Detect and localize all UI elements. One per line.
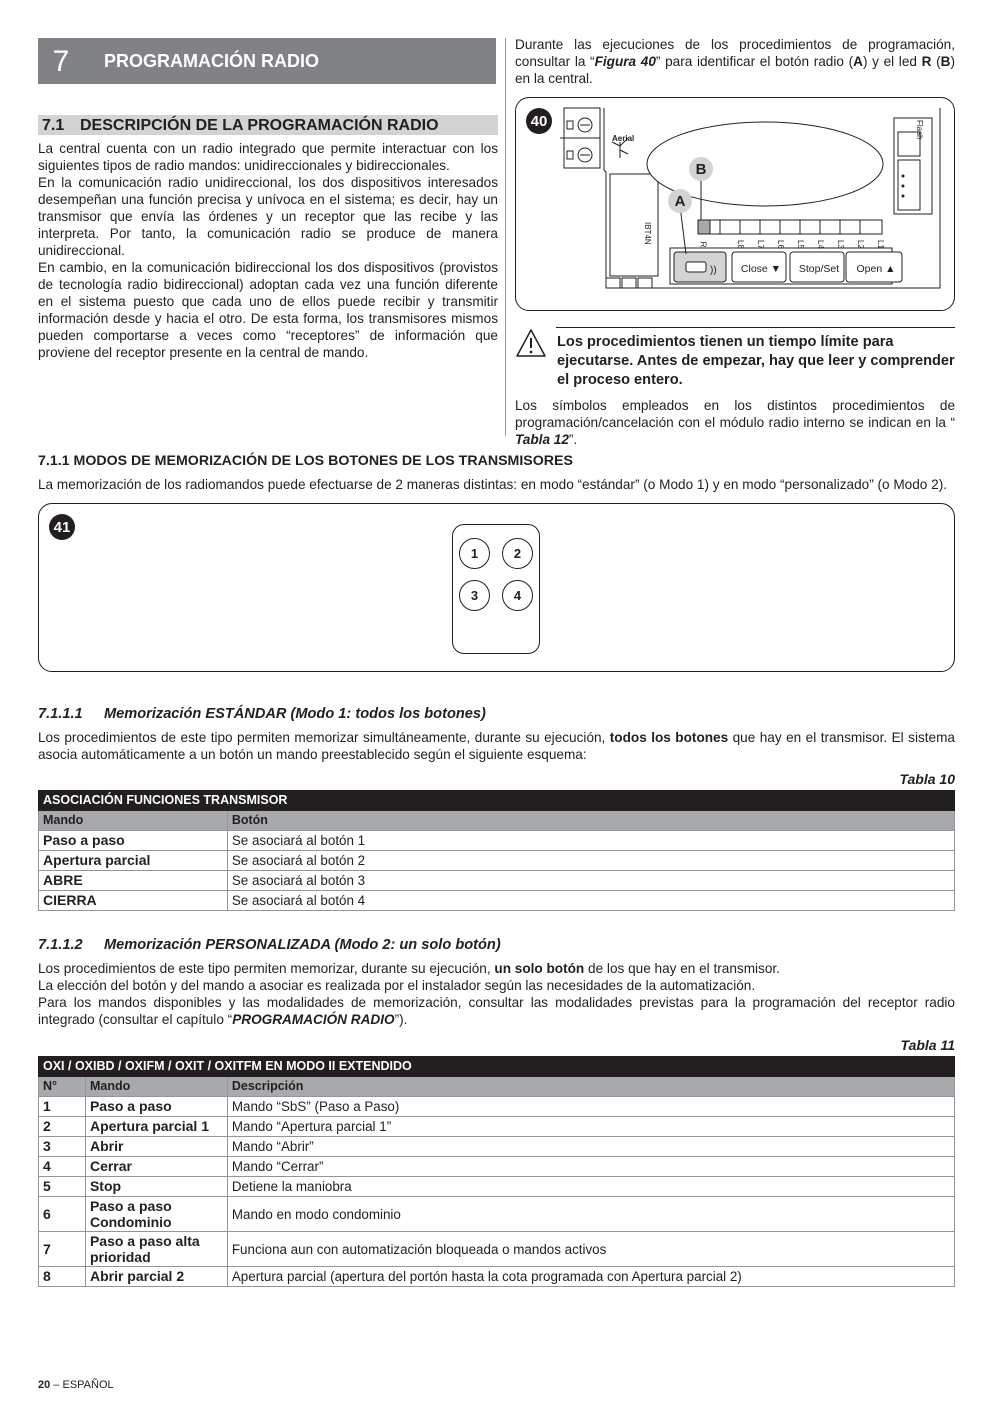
table-cell: Se asociará al botón 4 (227, 891, 954, 911)
table-cell: 1 (39, 1097, 86, 1117)
table-cell: Apertura parcial 1 (85, 1117, 227, 1137)
table-row (39, 1117, 955, 1137)
table-cell: Paso a paso (39, 831, 228, 851)
table-cell: Paso a paso Condominio (85, 1197, 227, 1232)
text-run: ” para identificar el botón radio ( (655, 54, 854, 69)
subsection-header (38, 115, 498, 135)
remote-button-4: 4 (502, 580, 533, 611)
text-run: todos los botones (609, 730, 729, 745)
text-run: Los procedimientos de este tipo permiten memorizar, durante su ejecución, (38, 961, 495, 976)
open-button: Open ▲ (856, 263, 896, 275)
table-cell: Se asociará al botón 2 (227, 851, 954, 871)
text-run: ) en la central. (515, 54, 955, 86)
table-cell: Apertura parcial (39, 851, 228, 871)
text-run: un solo botón (494, 961, 585, 976)
table-row (39, 851, 955, 871)
radio-waves-icon: )) (710, 265, 717, 276)
heading-number: 7.1.1.2 (38, 937, 83, 953)
page-number: 20 (38, 1379, 51, 1391)
led-label: L3 (835, 240, 845, 249)
page-footer (38, 1377, 114, 1394)
table-cell: Detiene la maniobra (227, 1177, 954, 1197)
column-divider (505, 38, 506, 436)
section-title: PROGRAMACIÓN RADIO (104, 50, 319, 71)
table-10-header: ASOCIACIÓN FUNCIONES TRANSMISOR (39, 791, 955, 811)
led-label: L1 (875, 240, 885, 249)
table-cell: 8 (39, 1267, 86, 1287)
footer-language: – ESPAÑOL (50, 1379, 114, 1391)
remote-button-2: 2 (502, 538, 533, 569)
text-line (38, 994, 955, 1028)
warning-icon (515, 328, 547, 358)
table-cell: 3 (39, 1137, 86, 1157)
table-cell: Abrir (85, 1137, 227, 1157)
section-header (38, 38, 496, 84)
table-cell: Se asociará al botón 1 (227, 831, 954, 851)
marker-a: A (668, 189, 692, 213)
table-cell: 6 (39, 1197, 86, 1232)
table-cell: 7 (39, 1232, 86, 1267)
text-run: de los que hay en el transmisor. (584, 961, 780, 976)
section-number: 7 (52, 44, 70, 78)
right-intro-text (515, 36, 955, 87)
table-cell: Mando en modo condominio (227, 1197, 954, 1232)
paragraph-7-1-1-1 (38, 729, 955, 763)
table-cell: Se asociará al botón 3 (227, 871, 954, 891)
table-cell: Cerrar (85, 1157, 227, 1177)
text-run: R (921, 54, 932, 69)
table-10 (38, 790, 955, 911)
warning-text: Los procedimientos tienen un tiempo límite para ejecutarse. Antes de empezar, hay que leer y comprender el proceso entero. (557, 334, 955, 388)
text-run: ”). (394, 1012, 408, 1027)
table-cell: Paso a paso alta prioridad (85, 1232, 227, 1267)
led-labels (700, 236, 890, 250)
column-header: Mando (39, 811, 228, 831)
heading-title: Memorización ESTÁNDAR (Modo 1: todos los botones) (104, 706, 486, 722)
table-row (39, 1177, 955, 1197)
column-header: Descripción (227, 1077, 954, 1097)
text-run: Los procedimientos de este tipo permiten memorizar simultáneamente, durante su ejecución, (38, 730, 610, 745)
led-label: L2 (855, 240, 865, 249)
aerial-label: Aerial (612, 134, 635, 143)
heading-number: 7.1.1.1 (38, 706, 83, 722)
table-row (39, 831, 955, 851)
table-row (39, 1157, 955, 1177)
led-label: L8 (735, 240, 745, 249)
remote-button-3: 3 (459, 580, 490, 611)
column-header: N° (39, 1077, 86, 1097)
heading-7-1-1-2 (38, 937, 501, 954)
table-cell: Stop (85, 1177, 227, 1197)
table-row (39, 871, 955, 891)
table-11 (38, 1056, 955, 1287)
text-run: Para los mandos disponibles y las modalidades de memorización, consultar las modalidades previstas para la programación del receptor radio integrado (consultar el capítulo “ (38, 995, 955, 1027)
column-header: Mando (85, 1077, 227, 1097)
text-run: A (853, 54, 863, 69)
led-label-r: R (698, 241, 708, 248)
led-label: L7 (755, 240, 765, 249)
flash-label: Flash (915, 120, 924, 140)
heading-7-1-1: 7.1.1 MODOS DE MEMORIZACIÓN DE LOS BOTONES DE LOS TRANSMISORES (38, 453, 573, 469)
close-button: Close ▼ (740, 263, 782, 275)
table-cell: Funciona aun con automatización bloqueada o mandos activos (227, 1232, 954, 1267)
paragraph: La central cuenta con un radio integrado que permite interactuar con los siguientes tipos de radio mandos: unidireccionales y bidireccionales. (38, 141, 498, 173)
table-11-header: OXI / OXIBD / OXIFM / OXIT / OXITFM EN MODO II EXTENDIDO (39, 1057, 955, 1077)
table-row (39, 1097, 955, 1117)
table-reference: Tabla 12 (515, 432, 569, 447)
figure-40-badge: 40 (526, 108, 552, 134)
chapter-reference: PROGRAMACIÓN RADIO (232, 1012, 395, 1027)
table-cell: 5 (39, 1177, 86, 1197)
figure-reference: Figura 40 (594, 54, 656, 69)
text-run: ”. (568, 432, 578, 447)
paragraph-7-1-1-2 (38, 960, 955, 1028)
ibt4n-label: IBT4N (643, 222, 652, 245)
table-row (39, 1197, 955, 1232)
table-cell: Mando “Cerrar” (227, 1157, 954, 1177)
column-header: Botón (227, 811, 954, 831)
text-run: ( (931, 54, 941, 69)
table-cell: Mando “Apertura parcial 1” (227, 1117, 954, 1137)
led-label: L4 (815, 240, 825, 249)
led-label: L6 (775, 240, 785, 249)
remote-button-1: 1 (459, 538, 490, 569)
text-run: ) y el led (862, 54, 922, 69)
paragraph: En la comunicación radio unidireccional, los dos dispositivos interesados desempeñan una función precisa y unívoca en el sistema; es decir, hay un transmisor que envía las órdenes y un receptor que las recibe y las interpreta. Por tanto, la comunicación radio se produce de manera unidireccional. (38, 175, 498, 258)
heading-title: Memorización PERSONALIZADA (Modo 2: un solo botón) (104, 937, 501, 953)
warning-rule (556, 327, 955, 328)
text-run: que hay en el transmisor. El sistema asocia automáticamente a un botón un mando preestablecido según el siguiente esquema: (38, 730, 955, 762)
table-row (39, 1232, 955, 1267)
led-label: L5 (795, 240, 805, 249)
table-cell: Apertura parcial (apertura del portón hasta la cota programada con Apertura parcial 2) (227, 1267, 954, 1287)
heading-7-1-1-1 (38, 706, 486, 723)
table-cell: 2 (39, 1117, 86, 1137)
text-line (38, 960, 955, 977)
table-row (39, 1267, 955, 1287)
text-run: Los símbolos empleados en los distintos procedimientos de programación/cancelación con el módulo radio interno se indican en la “ (515, 398, 955, 430)
text-run: B (940, 54, 951, 69)
table-cell: Paso a paso (85, 1097, 227, 1117)
marker-b: B (689, 157, 713, 181)
stop-set-button: Stop/Set (798, 263, 840, 275)
figure-41-badge: 41 (49, 514, 75, 540)
table-cell: 4 (39, 1157, 86, 1177)
paragraph: En cambio, en la comunicación bidireccional los dos dispositivos (provistos de tecnología radio bidireccional) adoptan cada vez una función diferente en el sistema puesto que cada uno de ellos puede recibir y transmitir información desde y hacia el otro. De esta forma, los transmisores mismos pueden comportarse a veces como “receptores” de información que proviene del receptor presente en la central de mando. (38, 260, 498, 360)
text-line: La elección del botón y del mando a asociar es realizada por el instalador según las necesidades de la automatización. (38, 978, 756, 993)
table-11-label: Tabla 11 (900, 1037, 955, 1053)
table-row (39, 891, 955, 911)
table-cell: ABRE (39, 871, 228, 891)
subsection-title: DESCRIPCIÓN DE LA PROGRAMACIÓN RADIO (80, 116, 439, 134)
left-column-text (38, 140, 498, 361)
table-cell: CIERRA (39, 891, 228, 911)
table-10-label: Tabla 10 (899, 771, 955, 787)
table-cell: Mando “Abrir” (227, 1137, 954, 1157)
table-cell: Abrir parcial 2 (85, 1267, 227, 1287)
table-row (39, 1137, 955, 1157)
table-cell: Mando “SbS” (Paso a Paso) (227, 1097, 954, 1117)
text-run: Durante las ejecuciones de los procedimientos de programación, consultar la “ (515, 37, 955, 69)
paragraph-7-1-1: La memorización de los radiomandos puede efectuarse de 2 maneras distintas: en modo “estándar” (o Modo 1) y en modo “personalizado” (o Modo 2). (38, 477, 948, 492)
symbols-note (515, 397, 955, 448)
subsection-number: 7.1 (42, 116, 65, 134)
